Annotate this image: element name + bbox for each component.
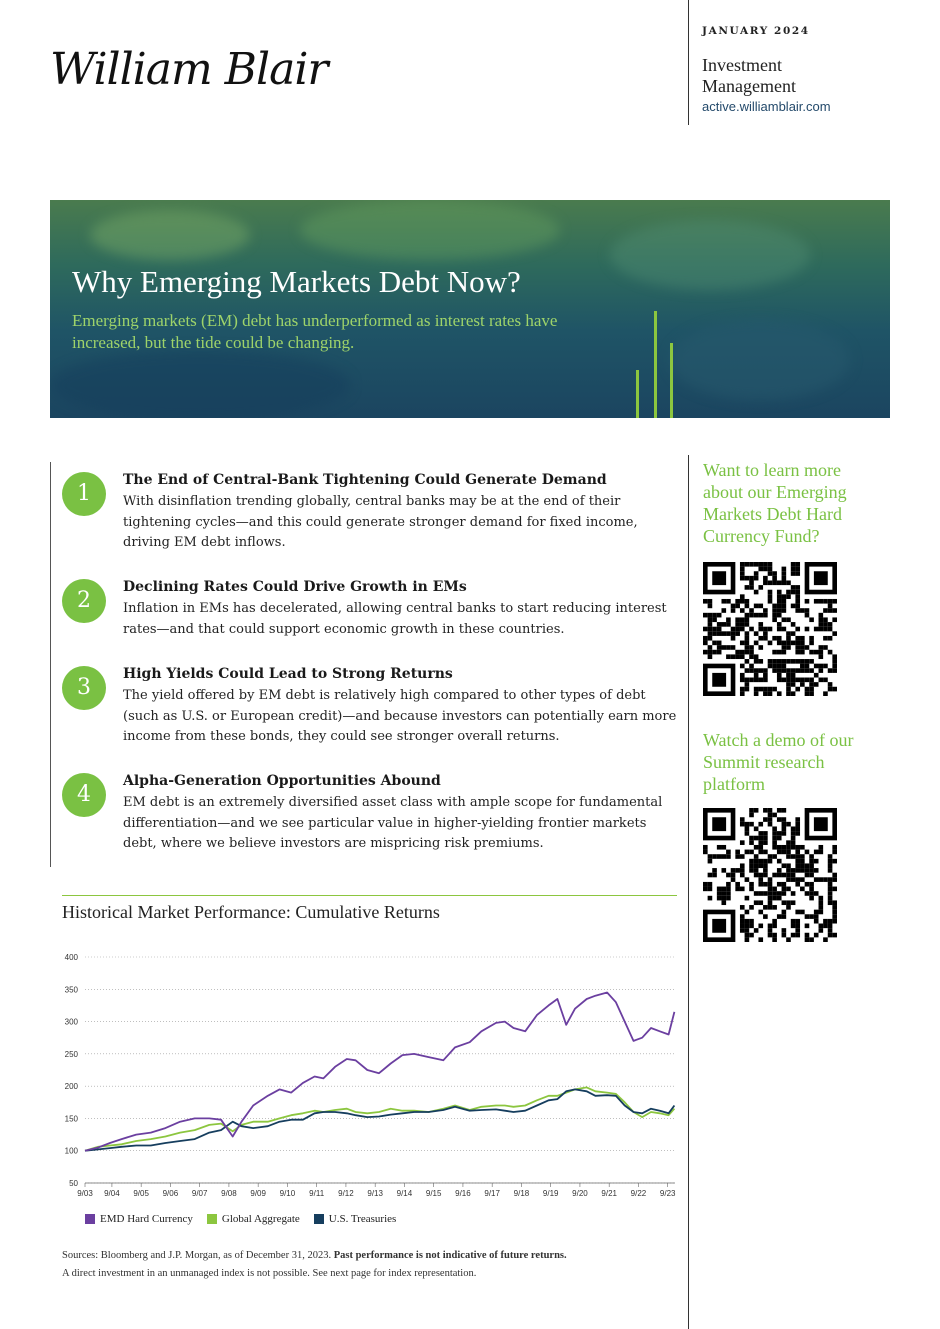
content-left-rule xyxy=(50,462,51,867)
point-heading: High Yields Could Lead to Strong Returns xyxy=(123,666,453,682)
demo-qr-code[interactable] xyxy=(703,808,837,942)
legend-swatch xyxy=(314,1214,324,1224)
point-heading: The End of Central-Bank Tightening Could Generate Demand xyxy=(123,472,607,488)
x-tick-label: 9/19 xyxy=(542,1189,559,1198)
x-tick-label: 9/08 xyxy=(221,1189,237,1198)
legend-label: Global Aggregate xyxy=(221,1213,300,1225)
brand-logo: William Blair xyxy=(50,44,328,95)
x-tick-label: 9/15 xyxy=(425,1189,442,1198)
point-number-badge: 4 xyxy=(62,773,106,817)
performance-disclaimer: Past performance is not indicative of future returns. xyxy=(333,1250,567,1261)
header-divider xyxy=(688,0,689,125)
chart-top-rule xyxy=(62,895,677,896)
x-tick-label: 9/23 xyxy=(659,1189,676,1198)
index-disclaimer: A direct investment in an unmanaged index is not possible. See next page for index representation. xyxy=(62,1268,477,1279)
x-tick-label: 9/04 xyxy=(104,1189,120,1198)
y-tick-label: 250 xyxy=(64,1049,78,1059)
point-heading: Alpha-Generation Opportunities Abound xyxy=(123,773,441,789)
x-tick-label: 9/18 xyxy=(513,1189,530,1198)
publication-date: JANUARY 2024 xyxy=(702,25,810,37)
series-line-u-s-treasuries xyxy=(85,1089,674,1150)
legend-label: U.S. Treasuries xyxy=(328,1213,397,1225)
x-tick-label: 9/10 xyxy=(279,1189,296,1198)
legend-label: EMD Hard Currency xyxy=(100,1213,193,1225)
x-tick-label: 9/09 xyxy=(250,1189,266,1198)
x-tick-label: 9/20 xyxy=(572,1189,588,1198)
y-tick-label: 100 xyxy=(64,1146,78,1156)
legend-swatch xyxy=(207,1214,217,1224)
sources-note xyxy=(62,1250,567,1261)
y-tick-label: 150 xyxy=(64,1114,78,1124)
x-tick-label: 9/21 xyxy=(601,1189,617,1198)
x-tick-label: 9/16 xyxy=(455,1189,471,1198)
x-tick-label: 9/05 xyxy=(133,1189,149,1198)
point-body: The yield offered by EM debt is relatively high compared to other types of debt (such as U.S. or European credit)—and because investors can potentially earn more income from these bonds, they could see stronger overall returns. xyxy=(123,688,677,745)
y-tick-label: 200 xyxy=(64,1082,78,1092)
division-label-line1: Investment xyxy=(702,55,782,75)
y-tick-label: 50 xyxy=(69,1179,78,1188)
point-number-badge: 2 xyxy=(62,579,106,623)
point-body: EM debt is an extremely diversified asset class with ample scope for fundamental differentiation—and we see particular value in higher-yielding frontier markets debt, where we believe investors are mispricing risk premiums. xyxy=(123,795,663,852)
legend-swatch xyxy=(85,1214,95,1224)
hero-accent-bar xyxy=(670,343,673,418)
hero-banner xyxy=(50,200,890,418)
cumulative-returns-chart xyxy=(55,945,680,1205)
hero-title: Why Emerging Markets Debt Now? xyxy=(72,264,521,299)
x-tick-label: 9/14 xyxy=(396,1189,413,1198)
point-number-badge: 3 xyxy=(62,666,106,710)
x-tick-label: 9/06 xyxy=(162,1189,179,1198)
fund-cta-text: Want to learn more about our Emerging Markets Debt Hard Currency Fund? xyxy=(703,460,847,546)
x-tick-label: 9/22 xyxy=(630,1189,647,1198)
hero-subtitle: Emerging markets (EM) debt has underperformed as interest rates have increased, but the tide could be changing. xyxy=(72,311,558,352)
point-body: With disinflation trending globally, central banks may be at the end of their tightening cycles—and this could generate stronger demand for fixed income, driving EM debt inflows. xyxy=(123,494,638,551)
x-tick-label: 9/07 xyxy=(191,1189,208,1198)
x-tick-label: 9/17 xyxy=(484,1189,500,1198)
point-heading: Declining Rates Could Drive Growth in EMs xyxy=(123,579,467,595)
chart-title: Historical Market Performance: Cumulative Returns xyxy=(62,902,440,922)
legend-item xyxy=(207,1213,300,1225)
legend-item xyxy=(314,1213,397,1225)
x-tick-label: 9/13 xyxy=(367,1189,383,1198)
hero-accent-bar xyxy=(636,370,639,418)
x-tick-label: 9/11 xyxy=(309,1189,325,1198)
y-tick-label: 300 xyxy=(64,1017,78,1027)
sidebar-divider xyxy=(688,455,689,1329)
x-tick-label: 9/03 xyxy=(77,1189,93,1198)
x-tick-label: 9/12 xyxy=(338,1189,354,1198)
point-body: Inflation in EMs has decelerated, allowing central banks to start reducing interest rates—and that could support economic growth in these countries. xyxy=(123,601,667,637)
division-label-line2: Management xyxy=(702,76,796,96)
website-link[interactable]: active.williamblair.com xyxy=(702,99,831,114)
chart-legend xyxy=(85,1213,396,1225)
sources-text: Sources: Bloomberg and J.P. Morgan, as of December 31, 2023. xyxy=(62,1250,332,1261)
legend-item xyxy=(85,1213,193,1225)
demo-cta-text: Watch a demo of our Summit research platform xyxy=(703,730,854,794)
y-tick-label: 400 xyxy=(64,953,78,962)
hero-accent-bar xyxy=(654,311,657,418)
series-line-emd-hard-currency xyxy=(85,993,674,1151)
fund-qr-code[interactable] xyxy=(703,562,837,696)
y-tick-label: 350 xyxy=(64,985,78,995)
point-number-badge: 1 xyxy=(62,472,106,516)
